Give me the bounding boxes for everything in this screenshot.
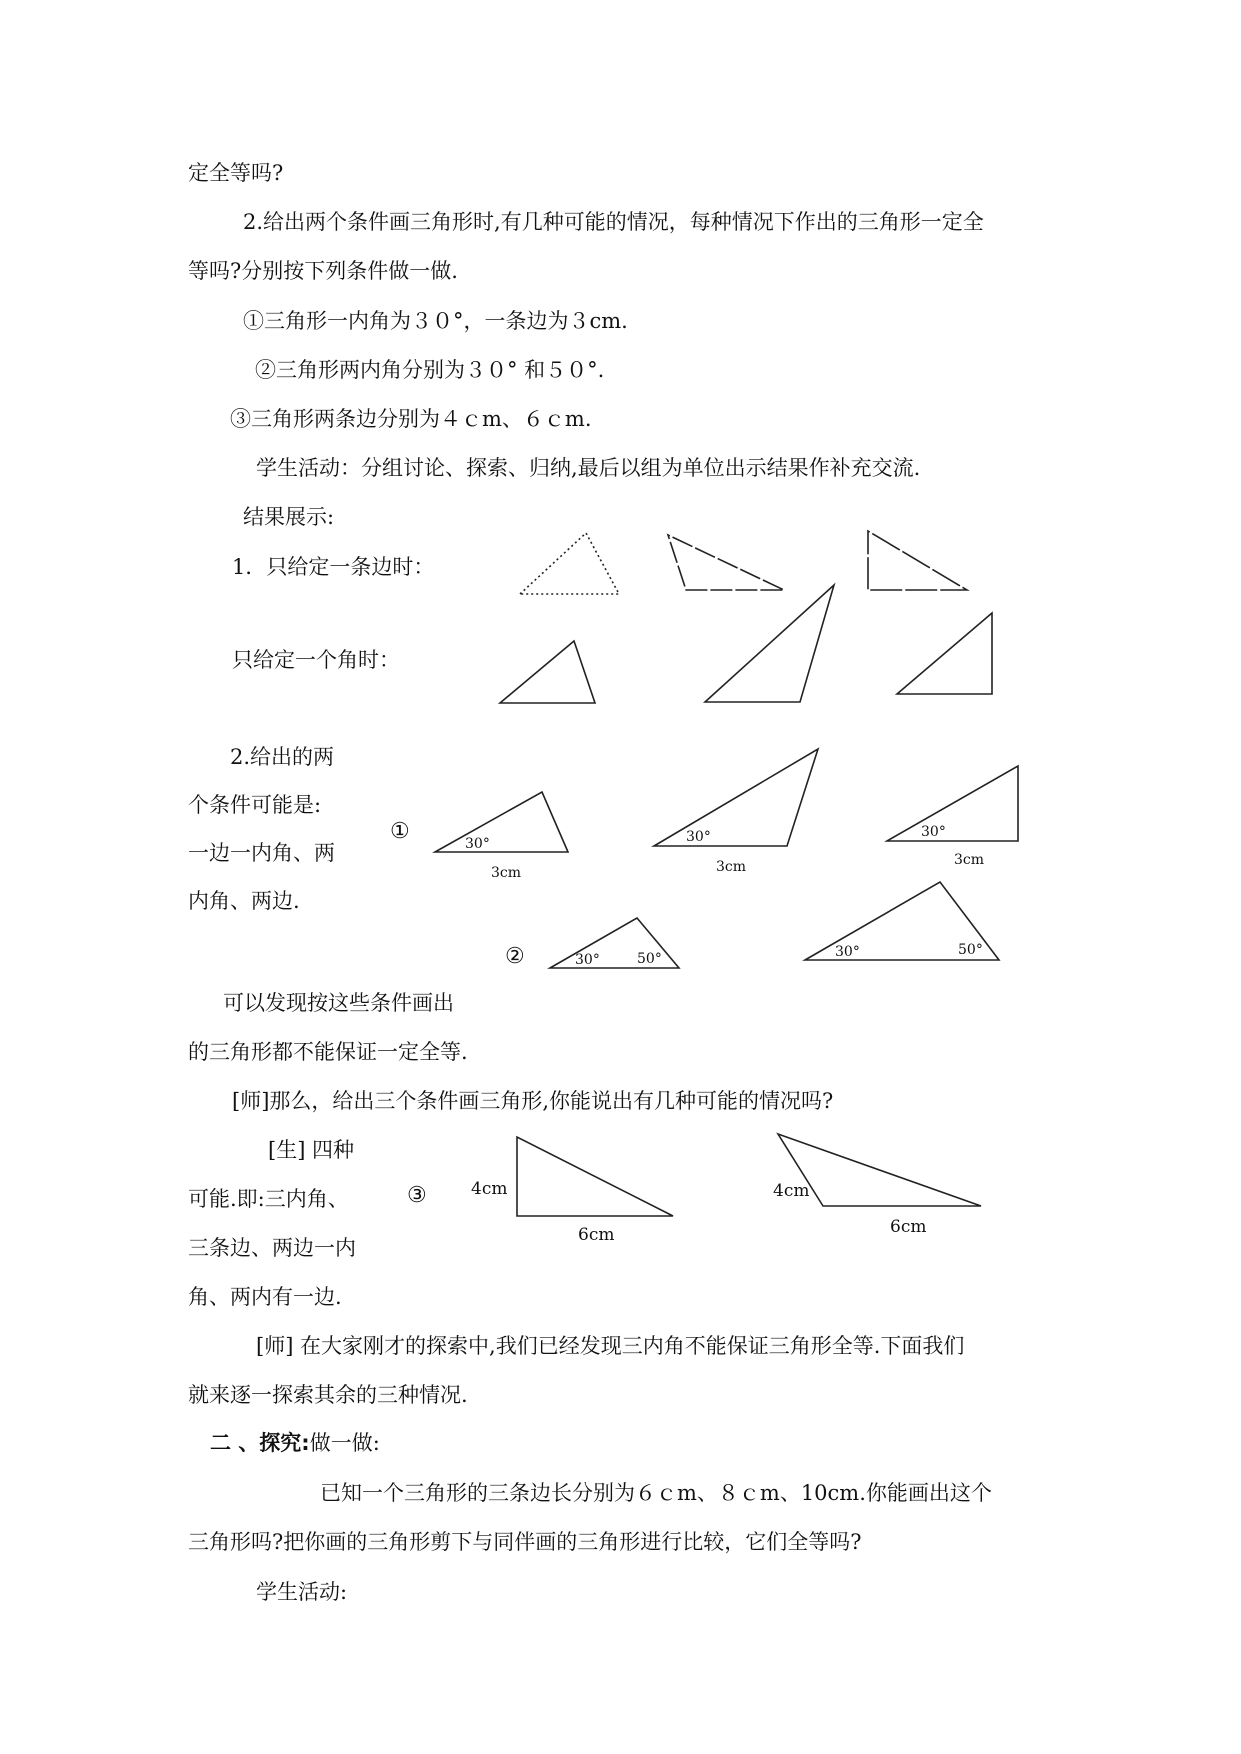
- triangle-angle-1: [500, 641, 595, 703]
- angle-label: 50°: [637, 951, 662, 967]
- text-line: 定全等吗?: [188, 161, 284, 185]
- triangle-30deg-3cm-3: [887, 766, 1018, 841]
- angle-label: 30°: [835, 944, 860, 960]
- text-line: 已知一个三角形的三条边长分别为６ｃm、８ｃm、10cm.你能画出这个: [320, 1481, 992, 1505]
- side-label: 4cm: [773, 1181, 810, 1201]
- triangle-30deg-3cm-1: [435, 792, 568, 852]
- text-line: 的三角形都不能保证一定全等.: [188, 1040, 468, 1064]
- triangle-4cm-6cm-right: [517, 1137, 673, 1216]
- angle-label: 30°: [686, 829, 711, 845]
- triangle-angle-2: [705, 585, 834, 702]
- text-line: 结果展示:: [243, 505, 335, 529]
- text-line: 角、两内有一边.: [188, 1285, 342, 1309]
- text-line: [生] 四种: [268, 1138, 355, 1162]
- text-line: 2.给出的两: [230, 745, 335, 769]
- text-line: 只给定一个角时：: [232, 648, 400, 672]
- text-line: ③三角形两条边分别为４ｃm、６ｃm.: [230, 407, 592, 431]
- side-label: 3cm: [716, 859, 747, 875]
- side-label: 4cm: [471, 1179, 508, 1199]
- text-line: [师] 在大家刚才的探索中,我们已经发现三内角不能保证三角形全等.下面我们: [256, 1334, 965, 1358]
- text-line: ①三角形一内角为３０°，一条边为３cm.: [243, 309, 628, 333]
- triangle-dotted-3: [868, 531, 967, 590]
- side-label: 3cm: [491, 865, 522, 881]
- angle-label: 30°: [575, 952, 600, 968]
- text-line: 可能.即:三内角、: [188, 1187, 349, 1211]
- text-line: ②三角形两内角分别为３０° 和５０°.: [255, 358, 605, 382]
- section-heading-rest: 做一做:: [309, 1431, 380, 1455]
- angle-label: 30°: [921, 824, 946, 840]
- text-line: 2.给出两个条件画三角形时,有几种可能的情况，每种情况下作出的三角形一定全: [243, 210, 984, 234]
- marker-1: ①: [390, 819, 410, 844]
- text-line: 内角、两边.: [188, 889, 300, 913]
- angle-label: 30°: [465, 836, 490, 852]
- text-line: 就来逐一探索其余的三种情况.: [188, 1383, 468, 1407]
- triangle-angle-3: [897, 613, 992, 694]
- triangle-dotted-1: [520, 533, 619, 594]
- marker-2: ②: [505, 944, 525, 969]
- text-line: 可以发现按这些条件画出: [223, 991, 454, 1015]
- triangle-dotted-2: [668, 535, 784, 590]
- angle-label: 50°: [958, 942, 983, 958]
- side-label: 6cm: [578, 1225, 615, 1245]
- triangle-30deg-3cm-2: [654, 749, 818, 846]
- text-line: 三条边、两边一内: [188, 1236, 356, 1260]
- text-line: 等吗?分别按下列条件做一做.: [188, 259, 458, 283]
- text-line: 个条件可能是:: [188, 793, 322, 817]
- side-label: 3cm: [954, 852, 985, 868]
- text-line: 一边一内角、两: [188, 841, 335, 865]
- side-label: 6cm: [890, 1217, 927, 1237]
- text-line: 学生活动：分组讨论、探索、归纳,最后以组为单位出示结果作补充交流.: [256, 456, 921, 480]
- text-line: 学生活动:: [256, 1580, 348, 1604]
- section-heading-label: 二 、探究:: [210, 1431, 310, 1455]
- marker-3: ③: [407, 1183, 427, 1208]
- text-line: [师]那么，给出三个条件画三角形,你能说出有几种可能的情况吗?: [232, 1089, 834, 1113]
- text-line: 1．只给定一条边时：: [232, 555, 435, 579]
- text-line: 三角形吗?把你画的三角形剪下与同伴画的三角形进行比较，它们全等吗?: [188, 1530, 862, 1554]
